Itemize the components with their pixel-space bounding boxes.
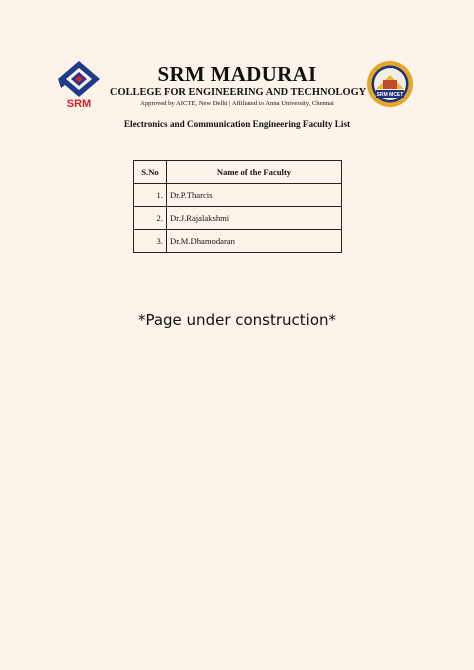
table-row (134, 230, 342, 253)
college-name: COLLEGE FOR ENGINEERING AND TECHNOLOGY (110, 87, 367, 98)
institution-name: SRM MADURAI (157, 62, 317, 86)
row-sno: 3. (134, 230, 167, 253)
college-header (110, 62, 367, 108)
column-header-sno: S.No (134, 161, 167, 184)
row-sno: 2. (134, 207, 167, 230)
row-faculty-name: Dr.J.Rajalakshmi (167, 207, 342, 230)
svg-text:SRM MCET: SRM MCET (376, 92, 404, 98)
srm-logo (56, 60, 102, 110)
row-faculty-name: Dr.P.Tharcis (167, 184, 342, 207)
table-row (134, 207, 342, 230)
svg-text:SRM: SRM (66, 98, 92, 110)
table-header-row (134, 161, 342, 184)
table-row (134, 184, 342, 207)
document-heading: Electronics and Communication Engineering Faculty List (123, 119, 351, 129)
faculty-table (133, 160, 342, 253)
column-header-name: Name of the Faculty (167, 161, 342, 184)
row-sno: 1. (134, 184, 167, 207)
under-construction-notice: *Page under construction* (137, 311, 337, 329)
row-faculty-name: Dr.M.Dhamodaran (167, 230, 342, 253)
approval-line: Approved by AICTE, New Delhi | Affiliated to Anna University, Chennai (140, 100, 334, 107)
srm-mcet-emblem (366, 60, 414, 108)
